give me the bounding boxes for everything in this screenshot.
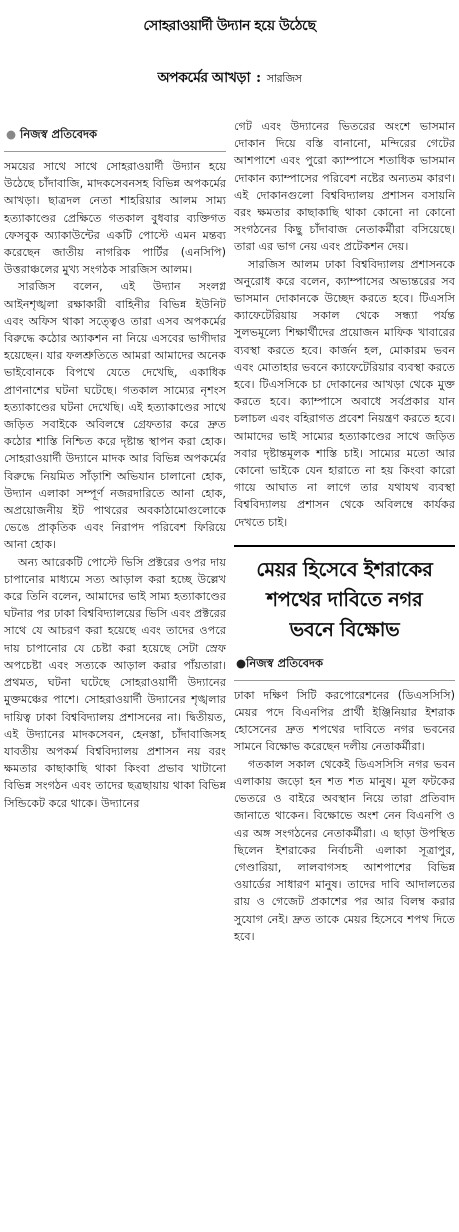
paragraph: গেট এবং উদ্যানের ভিতরের অংশে ভাসমান দোকান দিয়ে বস্তি বানানো, মন্দিরের গেটের আশপাশে এবং পুরো ক্যাম্পাসে শতাধিক ভাসমান দোকান ক্যাম্পাসের পরিবেশ নষ্টের অন্যতম কারণ। এই দোকানগুলো বিশ্ববিদ্যালয় প্রশাসন বসায়নি বরং ক্ষমতার কাছাকাছি থাকা কোনো না কোনো সংগঠনের কিছু চাঁদাবাজ নেতাকর্মীরা বসিয়েছে। তারা এর ভাগ নেয় এবং প্রটেকশন দেয়। — [234, 120, 455, 254]
second-headline-line-2: শপথের দাবিতে নগর — [266, 587, 423, 611]
bullet-icon: ● — [6, 127, 17, 141]
paragraph: সারজিস বলেন, এই উদ্যান সংলগ্ন আইনশৃঙ্খলা রক্ষাকারী বাহিনীর বিভিন্ন ইউনিট এবং অফিস থাকা সত্ত্বেও তারা এসব অপকর্মের বিরুদ্ধে কঠোর অ্যাকশন না নিয়ে এসবের ভাগীদার হয়েছেন। যার ফলশ্রুতিতে আমরা আমাদের অনেক ভাইবোনকে বিপথে যেতে দেখেছি, একাধিক প্রাণনাশের ঘটনা ঘটেছে। গতকাল সাম্যের নৃশংস হত্যাকাণ্ডের ঘটনা দেখেছি। এই হত্যাকাণ্ডের সাথে জড়িত সবাইকে অবিলম্বে গ্রেফতার করে দ্রুত কঠোর শাস্তি নিশ্চিত করে দৃষ্টান্ত স্থাপন করা হোক। সোহরাওয়ার্দী উদ্যানে মাদক আর বিভিন্ন অপকর্মের বিরুদ্ধে নিয়মিত সাঁড়াশি অভিযান চালানো হোক, উদ্যান এলাকা সম্পূর্ণ নজরদারিতে আনা হোক, অপ্রয়োজনীয় ইট পাথরের অবকাঠামোগুলোকে ভেঙে প্রাকৃতিক এবং নিরাপদ পরিবেশ ফিরিয়ে আনা হোক। — [4, 280, 226, 552]
second-byline-text: নিজস্ব প্রতিবেদক — [246, 655, 324, 670]
byline — [4, 118, 226, 152]
headline-line-2 — [0, 52, 459, 105]
article-body-continued — [234, 118, 455, 531]
headline-line-1: সোহরাওয়ার্দী উদ্যান হয়ে উঠেছে — [143, 18, 316, 34]
bullet-icon: ● — [236, 655, 247, 670]
second-byline — [234, 645, 455, 681]
second-article-headline — [234, 545, 455, 645]
second-headline-line-1: মেয়র হিসেবে ইশরাকের — [256, 557, 433, 581]
second-headline-line-3: ভবনে বিক্ষোভ — [289, 617, 400, 641]
paragraph: ঢাকা দক্ষিণ সিটি করপোরেশনের (ডিএসসিসি) মেয়র পদে বিএনপির প্রার্থী ইঞ্জিনিয়ার ইশরাক হোসেনের দ্রুত শপথের দাবিতে নগর ভবনের সামনে বিক্ষোভ করেছেন দলীয় নেতাকর্মীরা। — [234, 688, 455, 754]
headline-speaker: সারজিস — [266, 72, 302, 85]
second-article-body — [234, 687, 455, 945]
article-column-right — [234, 118, 455, 945]
headline — [0, 0, 459, 118]
paragraph: সময়ের সাথে সাথে সোহরাওয়ার্দী উদ্যান হয়ে উঠেছে চাঁদাবাজি, মাদকসেবনসহ বিভিন্ন অপকর্মের আখড়া। ছাত্রদল নেতা শাহরিয়ার আলম সাম্য হত্যাকাণ্ডের প্রেক্ষিতে গতকাল বুধবার ব্যক্তিগত ফেসবুক অ্যাকাউন্টের একটি পোস্টে এমন মন্তব্য করেছেন জাতীয় নাগরিক পার্টির (এনসিপি) উত্তরাঞ্চলের মুখ্য সংগঠক সারজিস আলম। — [4, 160, 226, 277]
paragraph: সারজিস আলম ঢাকা বিশ্ববিদ্যালয় প্রশাসনকে অনুরোধ করে বলেন, ক্যাম্পাসের অভ্যন্তরের সব ভাসমান দোকানকে উচ্ছেদ করতে হবে। টিএসসি ক্যাফেটেরিয়ায় সকাল থেকে সন্ধ্যা পর্যন্ত সুলভমূল্যে শিক্ষার্থীদের প্রয়োজন মাফিক খাবারের ব্যবস্থা করতে হবে। কার্জন হল, মোকারম ভবন এবং মোতাহার ভবনে ক্যাফেটেরিয়ার ব্যবস্থা করতে হবে। টিএসসিকে চা দোকানের আখড়া থেকে মুক্ত করতে হবে। ক্যাম্পাসে অবাধে সর্বপ্রকার যান চলাচল এবং বহিরাগত প্রবেশ নিয়ন্ত্রণ করতে হবে। আমাদের ভাই সাম্যের হত্যাকাণ্ডের সাথে জড়িত সবার দৃষ্টান্তমূলক শাস্তি চাই। সাম্যের মতো আর কোনো ভাইকে যেন হারাতে না হয় কিংবা কারো গায়ে আঘাত না লাগে তার যথাযথ ব্যবস্থা বিশ্ববিদ্যালয় প্রশাসন থেকে অবিলম্বে কার্যকর দেখতে চাই। — [234, 257, 455, 529]
paragraph: গতকাল সকাল থেকেই ডিএসসিসি নগর ভবন এলাকায় জড়ো হন শত শত মানুষ। মূল ফটকের ভেতরে ও বাইরে অবস্থান নিয়ে তারা প্রতিবাদ জানাতে থাকেন। বিক্ষোভে অংশ নেন বিএনপি ও এর অঙ্গ সংগঠনের নেতাকর্মীরা। এ ছাড়া উপস্থিত ছিলেন ইশরাকের নির্বাচনী এলাকা সূত্রাপুর, গেণ্ডারিয়া, লালবাগসহ আশপাশের বিভিন্ন ওয়ার্ডের সাধারণ মানুষ। তাদের দাবি আদালতের রায় ও গেজেট প্রকাশের পর আর বিলম্ব করার সুযোগ নেই। দ্রুত তাকে মেয়র হিসেবে শপথ দিতে হবে। — [234, 757, 455, 943]
article-body — [4, 158, 226, 812]
headline-main: অপকর্মের আখড়া — [157, 70, 251, 86]
paragraph: অন্য আরেকটি পোস্টে ভিসি প্রক্টরের ওপর দায় চাপানোর মাধ্যমে সত্য আড়াল করা হচ্ছে উল্লেখ করে তিনি বলেন, আমাদের ভাই সাম্য হত্যাকাণ্ডের ঘটনার পর ঢাকা বিশ্ববিদ্যালয়ের ভিসি এবং প্রক্টরের সাথে যে আচরণ করা হয়েছে এবং তাদের ওপরে দায় চাপানোর যে চেষ্টা করা হয়েছে সেটা স্রেফ অপচেষ্টা এবং সত্যকে আড়াল করার পাঁয়তারা। প্রথমত, ঘটনা ঘটেছে সোহরাওয়ার্দী উদ্যানের মুক্তমঞ্চের পাশে। সোহরাওয়ার্দী উদ্যানের শৃঙ্খলার দায়িত্ব ঢাকা বিশ্ববিদ্যালয় প্রশাসনের না। দ্বিতীয়ত, এই উদ্যানের মাদকসেবন, হেনস্তা, চাঁদাবাজিসহ যাবতীয় অপকর্ম বিশ্ববিদ্যালয় প্রশাসন নয় বরং ক্ষমতার কাছাকাছি থাকা কিংবা প্রভাব খাটানো বিভিন্ন সংগঠন এবং তাদের ছত্রছায়ায় থাকা বিভিন্ন সিন্ডিকেট করে থাকে। উদ্যানের — [4, 555, 226, 810]
headline-separator: : — [256, 70, 261, 86]
byline-text: নিজস্ব প্রতিবেদক — [20, 127, 98, 141]
article-column-left — [4, 118, 226, 812]
